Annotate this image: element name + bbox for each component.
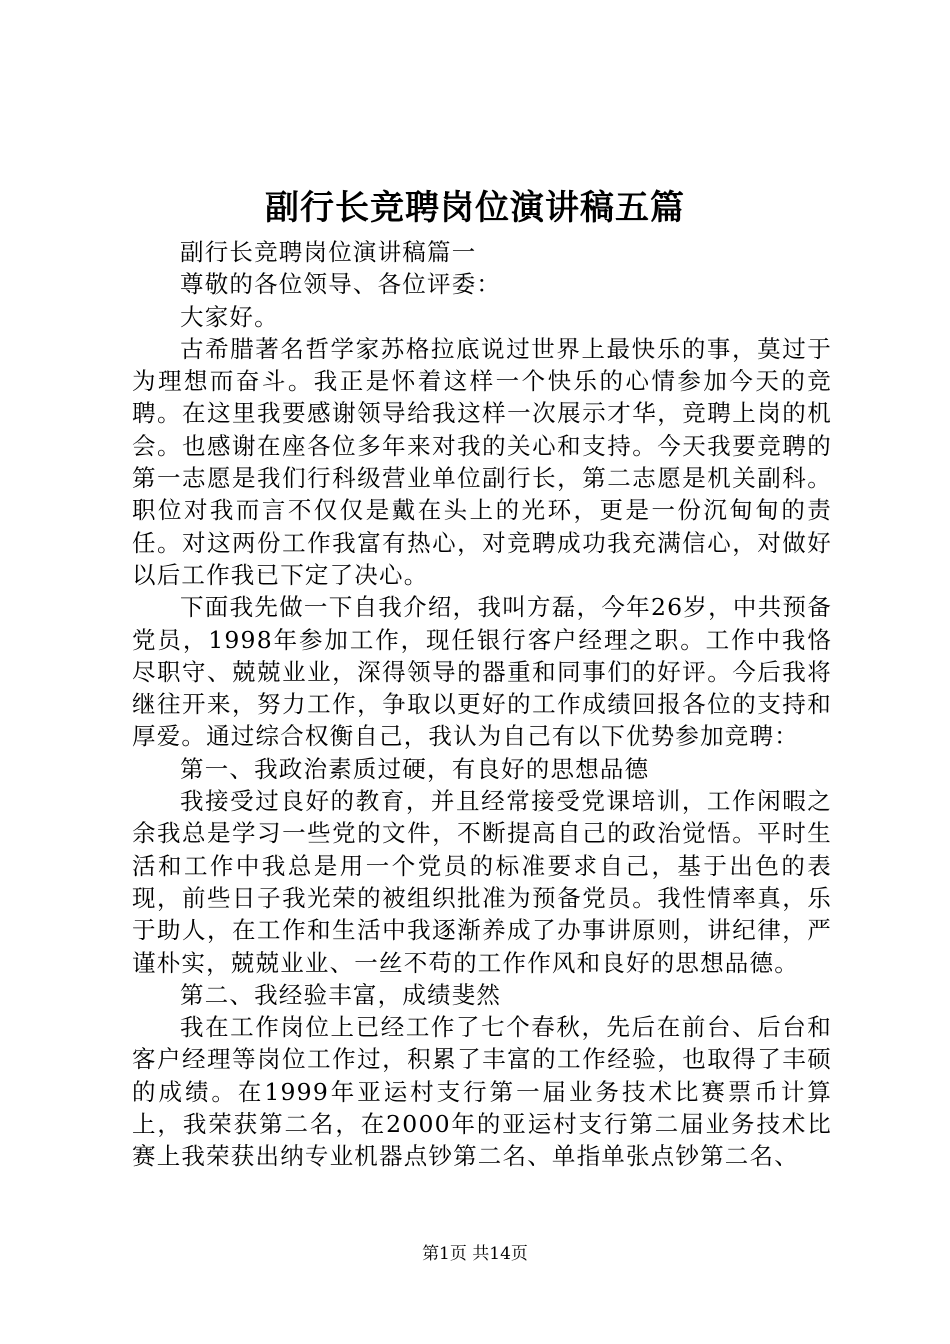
document-title: 副行长竞聘岗位演讲稿五篇 [265,188,685,228]
section-heading: 副行长竞聘岗位演讲稿篇一 [180,238,477,266]
salutation: 尊敬的各位领导、各位评委： [180,270,502,299]
body-paragraph: 我接受过良好的教育，并且经常接受党课培训，工作闲暇之余我总是学习一些党的文件，不断提高自己的政治觉悟。平时生活和工作中我总是用一个党员的标准要求自己，基于出色的表现，前些日子我光荣的被组织批准为预备党员。我性情率真，乐于助人，在工作和生活中我逐渐养成了办事讲原则，讲纪律，严谨朴实，兢兢业业、一丝不苟的工作作风和良好的思想品德。 [132,787,832,977]
page-footer: 第1页 共14页 [422,1244,528,1264]
body-paragraph: 我在工作岗位上已经工作了七个春秋，先后在前台、后台和客户经理等岗位工作过，积累了丰富的工作经验，也取得了丰硕的成绩。在1999年亚运村支行第一届业务技术比赛票币计算上，我荣获第二名，在2000年的亚运村支行第二届业务技术比赛上我荣获出纳专业机器点钞第二名、单指单张点钞第二名、 [132,1013,832,1171]
document-body [132,236,832,1173]
point-heading: 第一、我政治素质过硬，有良好的思想品德 [180,754,650,783]
body-paragraph: 下面我先做一下自我介绍，我叫方磊，今年26岁，中共预备党员，1998年参加工作，现任银行客户经理之职。工作中我恪尽职守、兢兢业业，深得领导的器重和同事们的好评。今后我将继往开来，努力工作，争取以更好的工作成绩回报各位的支持和厚爱。通过综合权衡自己，我认为自己有以下优势参加竞聘： [132,593,832,751]
greeting: 大家好。 [180,302,279,331]
point-heading: 第二、我经验丰富，成绩斐然 [180,980,502,1009]
body-paragraph: 古希腊著名哲学家苏格拉底说过世界上最快乐的事，莫过于为理想而奋斗。我正是怀着这样一个快乐的心情参加今天的竞聘。在这里我要感谢领导给我这样一次展示才华，竞聘上岗的机会。也感谢在座各位多年来对我的关心和支持。今天我要竞聘的第一志愿是我们行科级营业单位副行长，第二志愿是机关副科。职位对我而言不仅仅是戴在头上的光环，更是一份沉甸甸的责任。对这两份工作我富有热心，对竞聘成功我充满信心，对做好以后工作我已下定了决心。 [132,334,832,589]
